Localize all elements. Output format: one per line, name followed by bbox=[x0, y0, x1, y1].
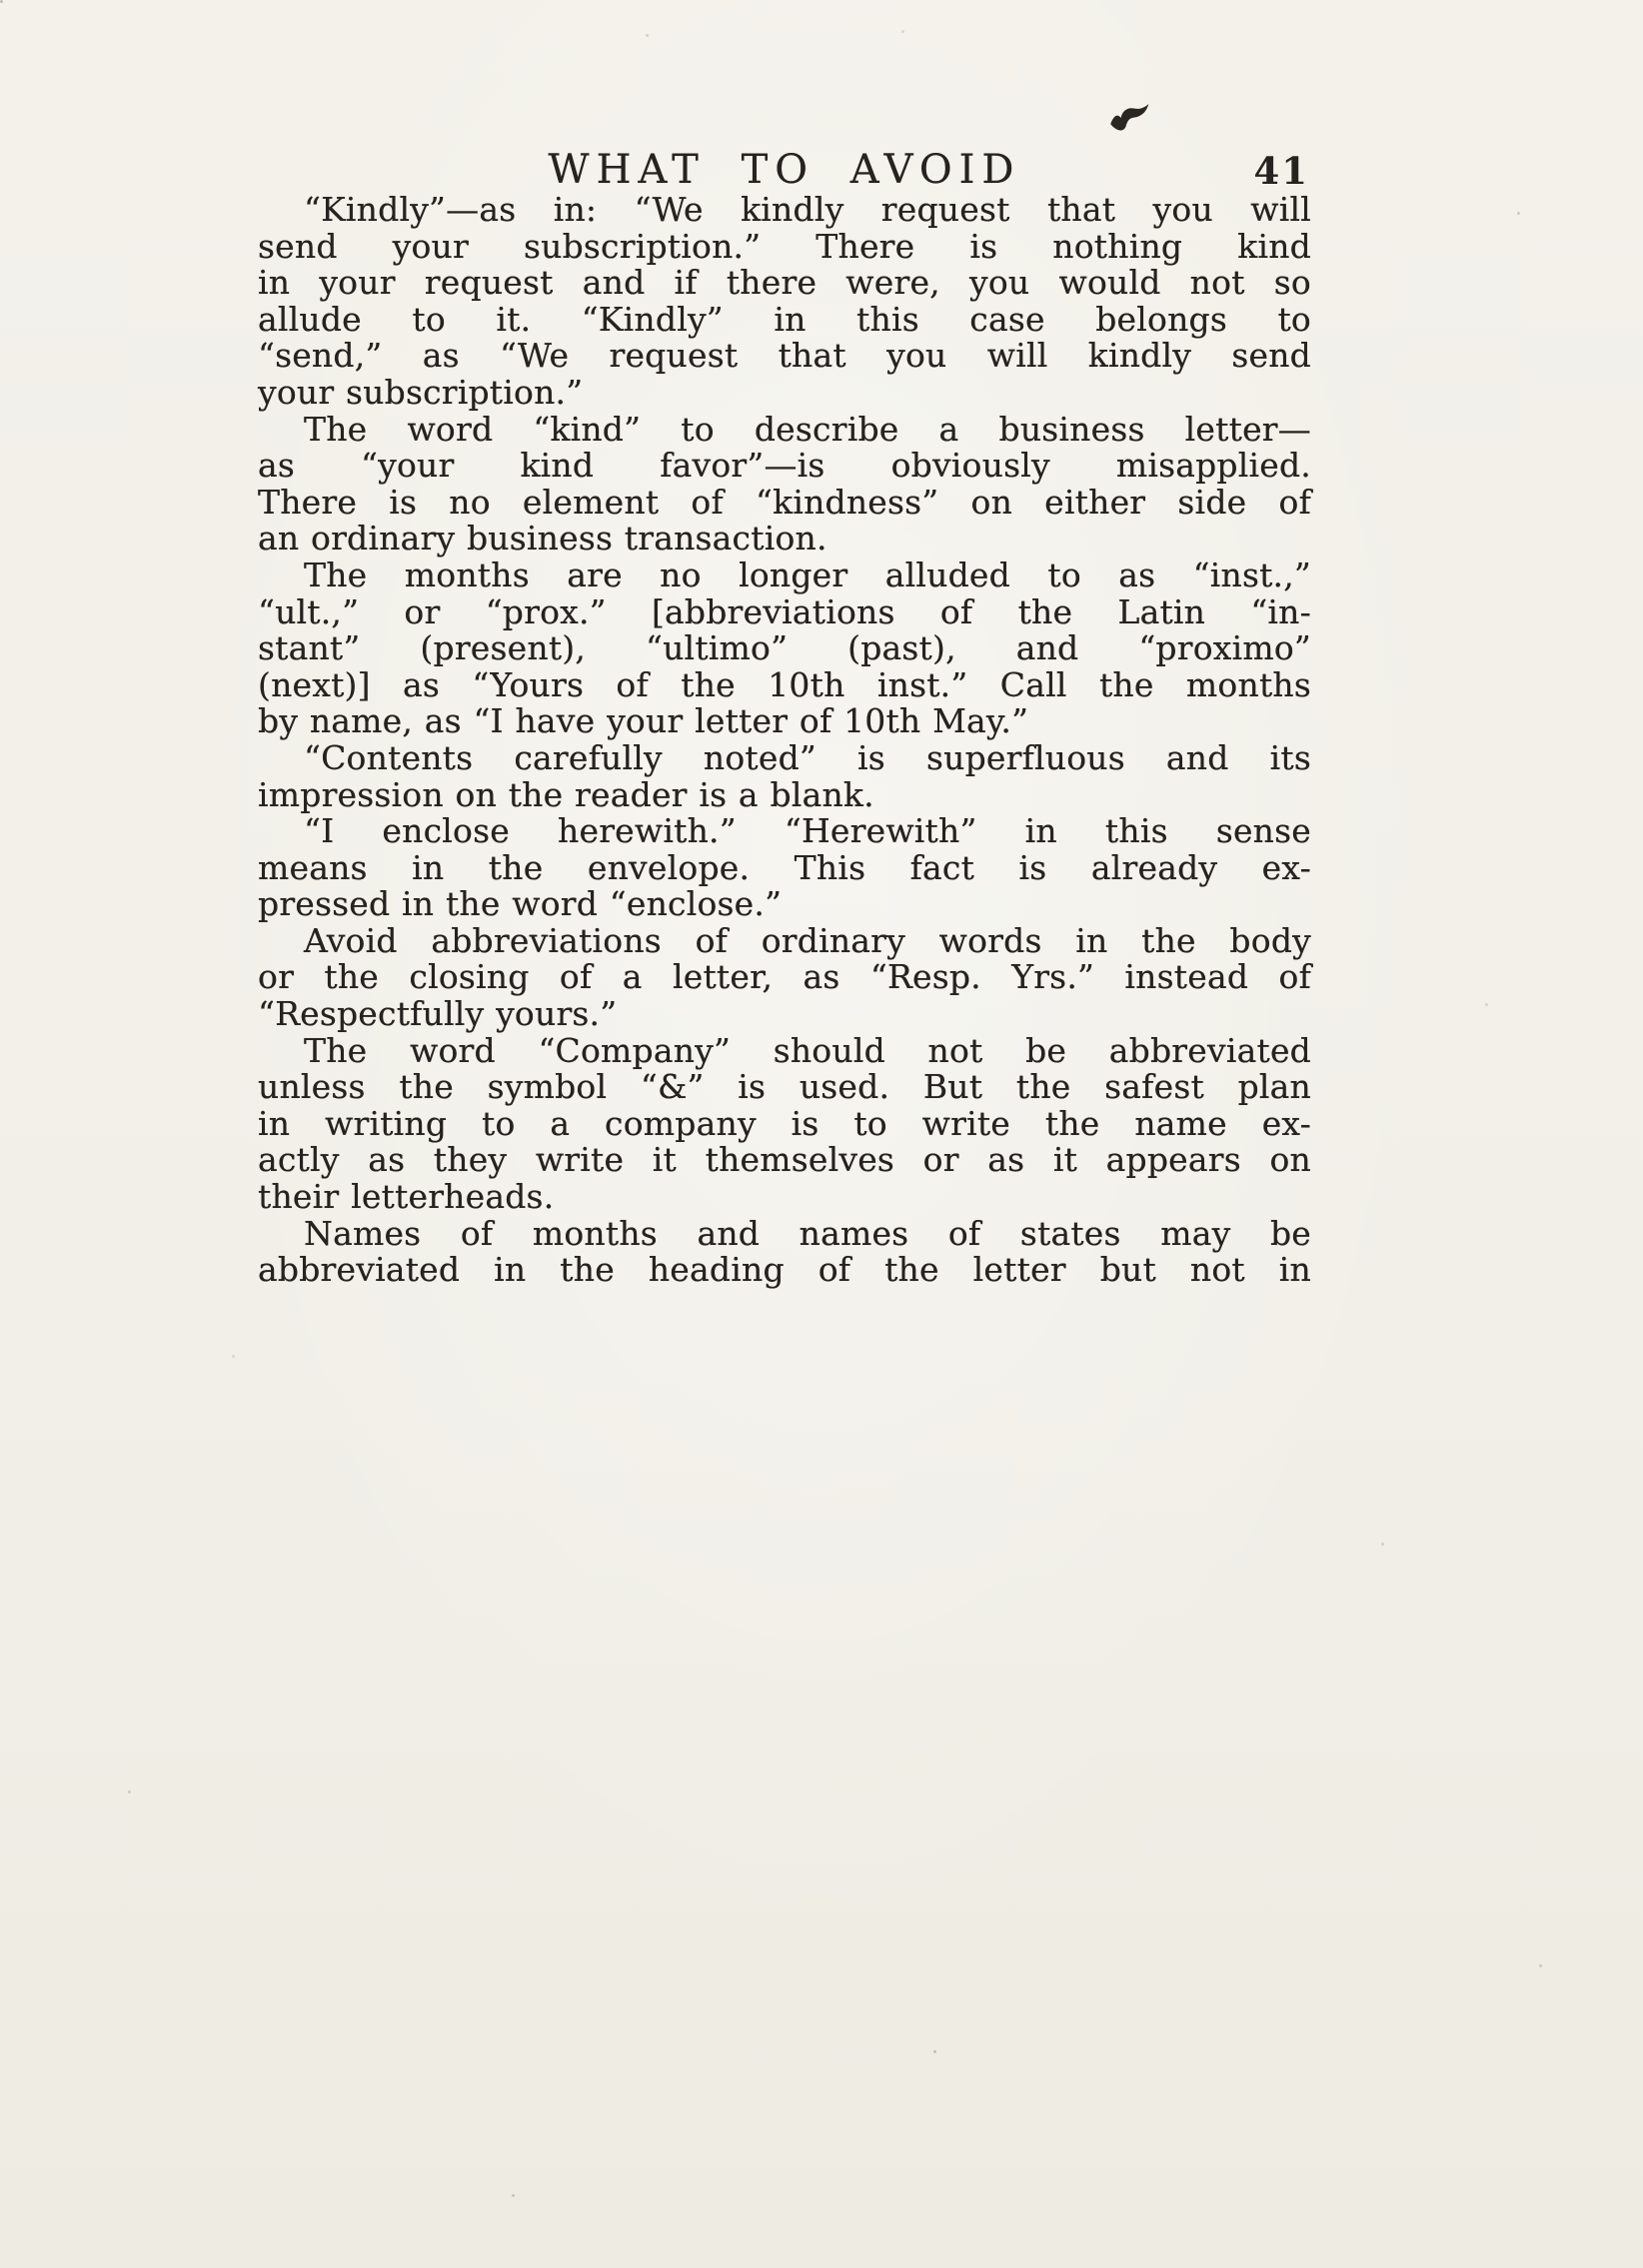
text-line: their letterheads. bbox=[258, 1177, 555, 1217]
text-line: impression on the reader is a blank. bbox=[258, 774, 874, 814]
text-line: abbreviated in the heading of the letter but not in bbox=[258, 1250, 1311, 1290]
text-line: “I enclose herewith.” “Herewith” in this sense bbox=[304, 811, 1311, 851]
text-line: “Kindly”—as in: “We kindly request that you will bbox=[304, 190, 1311, 229]
text-line: There is no element of “kindness” on either side of bbox=[258, 482, 1311, 522]
paragraph-kindly bbox=[258, 192, 1311, 412]
text-line: allude to it. “Kindly” in this case belongs to bbox=[258, 299, 1311, 339]
text-line: The months are no longer alluded to as “inst.,” bbox=[304, 555, 1311, 594]
paragraph-months-states bbox=[258, 1213, 1311, 1290]
text-line: pressed in the word “enclose.” bbox=[258, 884, 783, 924]
text-line: The word “Company” should not be abbreviated bbox=[304, 1030, 1311, 1070]
paragraph-abbreviations bbox=[258, 920, 1311, 1034]
text-block bbox=[258, 192, 1311, 1289]
text-line: or the closing of a letter, as “Resp. Yrs.” instead of bbox=[258, 957, 1311, 997]
text-line: Names of months and names of states may be bbox=[304, 1213, 1311, 1253]
text-line: “ult.,” or “prox.” [abbreviations of the Latin “in- bbox=[258, 591, 1311, 631]
paragraph-kind-favor bbox=[258, 409, 1311, 559]
text-line: The word “kind” to describe a business letter— bbox=[304, 409, 1311, 449]
text-line: means in the envelope. This fact is already ex- bbox=[258, 847, 1311, 887]
paragraph-company bbox=[258, 1030, 1311, 1217]
text-line: “Respectfully yours.” bbox=[258, 994, 618, 1034]
text-line: your subscription.” bbox=[258, 372, 584, 412]
paragraph-contents-noted bbox=[258, 737, 1311, 814]
text-line: in writing to a company is to write the name ex- bbox=[258, 1103, 1311, 1143]
text-line: Avoid abbreviations of ordinary words in the body bbox=[304, 920, 1311, 960]
text-line: by name, as “I have your letter of 10th May.” bbox=[258, 701, 1029, 741]
paragraph-months bbox=[258, 555, 1311, 741]
text-line: “send,” as “We request that you will kindly send bbox=[258, 336, 1311, 376]
text-line: send your subscription.” There is nothing kind bbox=[258, 226, 1311, 266]
text-line: (next)] as “Yours of the 10th inst.” Call the months bbox=[258, 664, 1311, 704]
text-line: unless the symbol “&” is used. But the safest plan bbox=[258, 1067, 1311, 1107]
text-line: as “your kind favor”—is obviously misapplied. bbox=[258, 446, 1311, 486]
running-title: WHAT TO AVOID bbox=[548, 147, 1021, 193]
text-line: “Contents carefully noted” is superfluous and its bbox=[304, 737, 1311, 777]
text-line: in your request and if there were, you would not so bbox=[258, 263, 1311, 303]
page-number: 41 bbox=[1253, 149, 1309, 193]
paragraph-herewith bbox=[258, 813, 1311, 923]
text-line: an ordinary business transaction. bbox=[258, 519, 827, 559]
text-line: actly as they write it themselves or as it appears on bbox=[258, 1140, 1311, 1180]
text-line: stant” (present), “ultimo” (past), and “proximo” bbox=[258, 628, 1311, 668]
ink-blot-icon bbox=[1105, 102, 1154, 141]
